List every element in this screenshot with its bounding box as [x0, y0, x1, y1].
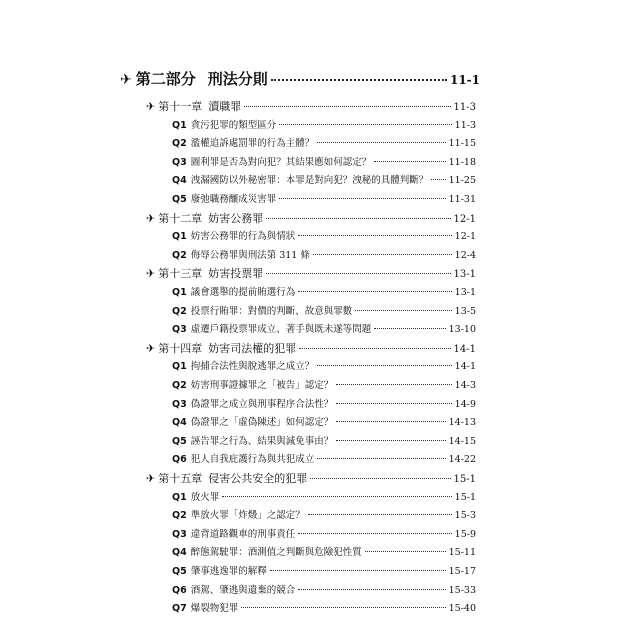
- dot-leader: [317, 142, 445, 143]
- question-text: 圖利罪是否為對向犯？其結果應如何認定？: [190, 156, 372, 168]
- question-page: 14-3: [454, 380, 476, 391]
- question-page: 11-31: [448, 194, 476, 205]
- question-entry: [172, 172, 476, 186]
- question-page: 15-11: [448, 547, 476, 559]
- question-page: 11-25: [448, 175, 476, 187]
- question-number: Q5: [172, 194, 187, 205]
- question-number: Q1: [172, 119, 187, 131]
- question-text: 誣告罪之行為、結果與減免事由？: [190, 435, 334, 447]
- question-number: Q3: [172, 156, 187, 168]
- dot-leader: [374, 328, 445, 329]
- question-number: Q1: [172, 231, 187, 243]
- question-text: 洩漏國防以外秘密罪：本罪是對向犯？洩秘的具體判斷？: [190, 175, 429, 187]
- question-text: 侮辱公務罪與刑法第 311 條: [190, 249, 310, 261]
- question-page: 11-3: [454, 119, 476, 131]
- question-text: 違背道路觀車的刑事責任: [190, 528, 296, 540]
- question-number: Q1: [172, 287, 187, 298]
- question-number: Q4: [172, 417, 187, 429]
- question-page: 12-4: [454, 249, 476, 261]
- question-text: 妨害公務罪的行為與情狀: [190, 231, 296, 243]
- question-page: 14-22: [448, 454, 476, 466]
- question-entry: [172, 489, 476, 503]
- chapter-title: 第十三章: [158, 267, 203, 281]
- chapter-name: 妨害投票罪: [208, 267, 264, 281]
- chapter-heading: [146, 470, 476, 486]
- chapter-page: 15-1: [453, 474, 476, 485]
- dot-leader: [241, 607, 445, 608]
- dot-leader: [336, 440, 445, 441]
- part-name: 刑法分則: [207, 70, 268, 88]
- question-text: 犯人自我庇護行為與共犯成立: [190, 454, 315, 466]
- dot-leader: [266, 273, 450, 274]
- question-entry: [172, 135, 476, 149]
- question-number: Q7: [172, 603, 187, 615]
- dot-leader: [298, 589, 445, 590]
- question-text: 爆裂物犯罪: [190, 603, 239, 615]
- chapter-name: 妨害公務罪: [208, 211, 264, 225]
- airplane-icon: ✈: [120, 72, 132, 88]
- question-entry: [172, 377, 476, 391]
- question-number: Q3: [172, 324, 187, 336]
- question-number: Q5: [172, 566, 187, 577]
- question-entry: [172, 582, 476, 596]
- question-number: Q6: [172, 454, 187, 466]
- question-entry: [172, 358, 476, 372]
- question-entry: [172, 451, 476, 465]
- question-text: 偽證罪之成立與刑事程序合法性？: [190, 398, 334, 410]
- chapter-page: 14-1: [453, 343, 476, 355]
- dot-leader: [298, 533, 451, 534]
- question-text: 貪污犯罪的類型區分: [190, 119, 277, 131]
- question-text: 醉態駕駛罪：酒測值之判斷與危險犯性質: [190, 547, 362, 559]
- chapter-heading: [146, 98, 476, 114]
- question-number: Q2: [172, 305, 187, 317]
- dot-leader: [336, 421, 445, 422]
- question-number: Q1: [172, 491, 187, 503]
- question-entry: [172, 154, 476, 168]
- dot-leader: [313, 254, 452, 255]
- question-page: 15-40: [448, 603, 476, 615]
- question-page: 15-33: [448, 584, 476, 596]
- question-text: 廢弛職務釀成災害罪: [190, 194, 277, 205]
- question-entry: [172, 507, 476, 521]
- dot-leader: [310, 478, 450, 479]
- question-number: Q4: [172, 547, 187, 559]
- question-number: Q5: [172, 435, 187, 447]
- question-text: 拘捕合法性與脫逃罪之成立？: [190, 361, 315, 373]
- question-entry: [172, 284, 476, 298]
- question-page: 15-1: [454, 491, 476, 503]
- dot-leader: [270, 570, 446, 571]
- chapter-heading: [146, 265, 476, 281]
- question-entry: [172, 600, 476, 614]
- chapter-heading: [146, 340, 476, 356]
- dot-leader: [308, 514, 452, 515]
- question-entry: [172, 544, 476, 558]
- question-entry: [172, 321, 476, 335]
- question-page: 13-1: [454, 287, 476, 298]
- chapter-title: 第十四章: [158, 341, 203, 355]
- chapter-title: 第十五章: [158, 472, 203, 485]
- question-text: 虛遷戶籍投票罪成立、著手與既未遂等問題: [190, 324, 372, 336]
- part-title: 第二部分: [135, 70, 196, 88]
- question-page: 14-15: [448, 435, 476, 447]
- question-page: 14-9: [454, 398, 476, 410]
- question-text: 肇事逃逸罪的解釋: [190, 566, 267, 577]
- dot-leader: [355, 310, 451, 311]
- question-number: Q2: [172, 249, 187, 261]
- question-page: 11-15: [448, 138, 476, 150]
- question-page: 12-1: [454, 231, 476, 243]
- dot-leader: [279, 124, 451, 125]
- question-entry: [172, 303, 476, 317]
- question-entry: [172, 433, 476, 447]
- dot-leader: [298, 235, 451, 236]
- question-text: 放火罪: [190, 491, 220, 503]
- dot-leader: [279, 198, 445, 199]
- question-text: 準放火罪「炸燬」之認定？: [190, 510, 305, 522]
- chapter-heading: [146, 210, 476, 226]
- question-entry: [172, 228, 476, 242]
- airplane-icon: ✈: [146, 211, 156, 225]
- dot-leader: [365, 551, 446, 552]
- question-number: Q4: [172, 175, 187, 187]
- chapter-title: 第十二章: [158, 211, 203, 225]
- chapter-page: 11-3: [453, 102, 476, 113]
- question-number: Q3: [172, 398, 187, 410]
- question-number: Q6: [172, 584, 187, 596]
- dot-leader: [336, 384, 451, 385]
- question-entry: [172, 526, 476, 540]
- dot-leader: [374, 161, 445, 162]
- question-page: 13-5: [454, 305, 476, 317]
- part-page: 11-1: [449, 73, 480, 87]
- chapter-name: 瀆職罪: [208, 100, 242, 113]
- airplane-icon: ✈: [146, 472, 156, 485]
- chapter-name: 侵害公共安全的犯罪: [208, 472, 308, 485]
- dot-leader: [271, 79, 447, 81]
- question-page: 15-9: [454, 528, 476, 540]
- question-text: 議會選舉的提前賄選行為: [190, 287, 296, 298]
- question-entry: [172, 247, 476, 261]
- question-text: 投票行賄罪：對價的判斷、故意與罪數: [190, 305, 353, 317]
- question-text: 妨害刑事證據罪之「被告」認定？: [190, 380, 334, 391]
- question-page: 11-18: [448, 156, 476, 168]
- question-text: 濫權追訴處罰罪的行為主體？: [190, 138, 315, 150]
- part-heading: [120, 68, 480, 89]
- question-number: Q2: [172, 138, 187, 150]
- dot-leader: [431, 179, 445, 180]
- question-page: 14-1: [454, 361, 476, 373]
- chapter-page: 12-1: [453, 213, 476, 225]
- dot-leader: [317, 365, 451, 366]
- chapter-name: 妨害司法權的犯罪: [208, 341, 297, 355]
- dot-leader: [317, 458, 445, 459]
- question-page: 14-13: [448, 417, 476, 429]
- question-number: Q3: [172, 528, 187, 540]
- question-page: 13-10: [448, 324, 476, 336]
- question-number: Q2: [172, 510, 187, 522]
- question-number: Q1: [172, 361, 187, 373]
- dot-leader: [244, 106, 450, 107]
- question-page: 15-17: [448, 566, 476, 577]
- chapter-page: 13-1: [453, 269, 476, 281]
- dot-leader: [266, 218, 450, 219]
- chapter-title: 第十一章: [158, 100, 203, 113]
- question-entry: [172, 414, 476, 428]
- dot-leader: [299, 348, 450, 349]
- dot-leader: [222, 496, 451, 497]
- question-text: 偽證罪之「虛偽陳述」如何認定？: [190, 417, 334, 429]
- question-entry: [172, 191, 476, 205]
- question-number: Q2: [172, 380, 187, 391]
- dot-leader: [336, 403, 451, 404]
- question-entry: [172, 396, 476, 410]
- airplane-icon: ✈: [146, 100, 156, 113]
- question-entry: [172, 117, 476, 131]
- airplane-icon: ✈: [146, 267, 156, 281]
- dot-leader: [298, 291, 451, 292]
- question-page: 15-3: [454, 510, 476, 522]
- airplane-icon: ✈: [146, 341, 156, 355]
- question-entry: [172, 563, 476, 577]
- question-text: 酒駕、肇逃與遺棄的競合: [190, 584, 296, 596]
